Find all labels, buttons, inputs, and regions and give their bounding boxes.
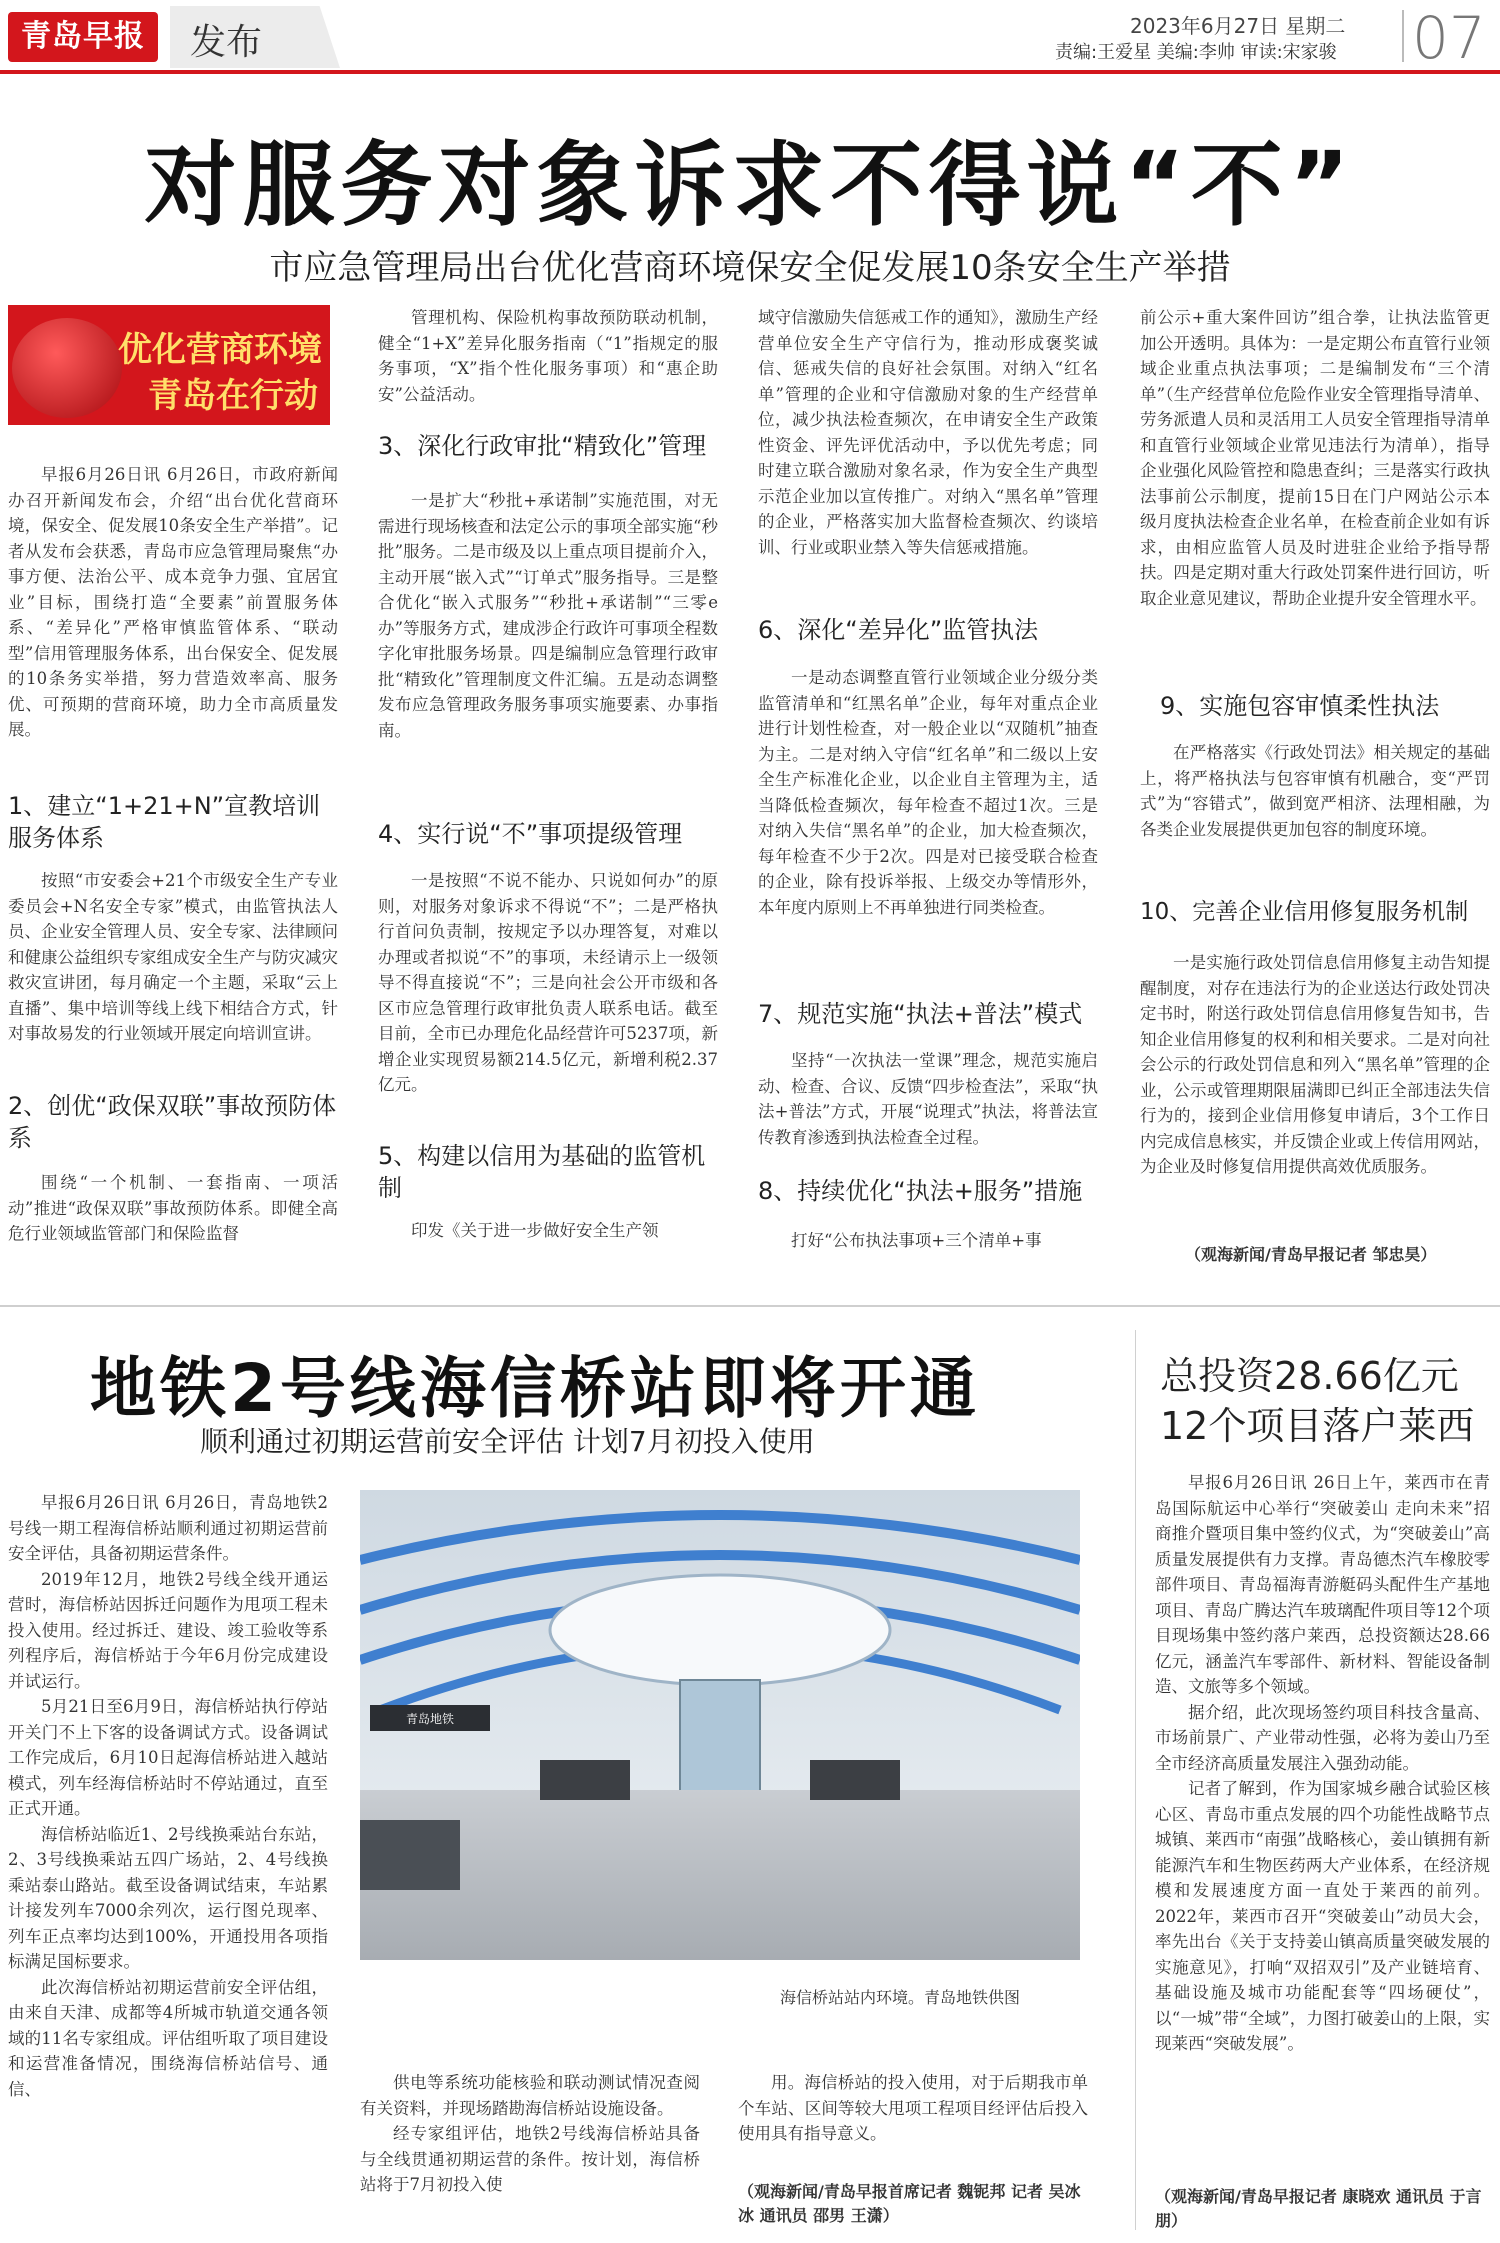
photo-caption: 海信桥站站内环境。青岛地铁供图 (780, 1988, 1021, 2007)
section-heading-7: 7、规范实施“执法+普法”模式 (758, 1000, 1083, 1028)
paragraph: 5月21日至6月9日，海信桥站执行停站开关门不上下客的设备调试方式。设备调试工作完成后，6月10日起海信桥站进入越站模式，列车经海信桥站时不停站通过，直至正式开通。 (8, 1697, 328, 1818)
article1-credit: （观海新闻/青岛早报记者 邹忠昊） (1185, 1245, 1437, 1264)
article3-headline-line2: 12个项目落户莱西 (1160, 1404, 1475, 1448)
newspaper-logo: 青岛早报 (8, 12, 158, 62)
article1-col2-top: 管理机构、保险机构事故预防联动机制，健全“1+X”差异化服务指南（“1”指规定的服务事项，“X”指个性化服务事项）和“惠企助安”公益活动。 (378, 308, 718, 404)
paragraph: 早报6月26日讯 26日上午，莱西市在青岛国际航运中心举行“突破姜山 走向未来”招商推介暨项目集中签约仪式，为“突破姜山”高质量发展提供有力支撑。青岛德杰汽车橡胶零部件项目、青岛福海青游艇码头配件生产基地项目、青岛广腾达汽车玻璃配件项目等12个项目现场集中签约落户莱西，总投资额达28.66亿元，涵盖汽车零部件、新材料、智能设备制造、文旅等多个领域。 (1155, 1473, 1490, 1696)
section-heading-6: 6、深化“差异化”监管执法 (758, 616, 1039, 644)
paragraph: 用。海信桥站的投入使用，对于后期我市单个车站、区间等较大甩项工程项目经评估后投入使用具有指导意义。 (738, 2073, 1088, 2143)
article2-col2 (360, 2070, 700, 2198)
column-separator (1135, 1330, 1136, 2230)
masthead-rule (0, 70, 1500, 74)
station-photo (360, 1490, 1080, 1960)
article2-credit: （观海新闻/青岛早报首席记者 魏铌邦 记者 吴冰冰 通讯员 邵男 王潇） (738, 2182, 1081, 2225)
section-text-10: 一是实施行政处罚信息信用修复主动告知提醒制度，对存在违法行为的企业送达行政处罚决定书时，附送行政处罚信息信用修复告知书，告知企业信用修复的权利和相关要求。二是对向社会公示的行政处罚信息和列入“黑名单”管理的企业，公示或管理期限届满即已纠正全部违法失信行为的，接到企业信用修复申请后，3个工作日内完成信息核实，并反馈企业或上传信用网站，为企业及时修复信用提供高效优质服务。 (1140, 953, 1490, 1176)
paragraph: 供电等系统功能核验和联动测试情况查阅有关资料，并现场踏勘海信桥站设施设备。 (360, 2073, 700, 2118)
section-text-9: 在严格落实《行政处罚法》相关规定的基础上，将严格执法与包容审慎有机融合，变“严罚式”为“容错式”，做到宽严相济、法理相融，为各类企业发展提供更加包容的制度环境。 (1140, 743, 1490, 839)
issue-date: 2023年6月27日 星期二 (1130, 14, 1346, 38)
paragraph: 经专家组评估，地铁2号线海信桥站具备与全线贯通初期运营的条件。按计划，海信桥站将于7月初投入使 (360, 2124, 700, 2194)
article2-col3 (738, 2070, 1088, 2147)
section-heading-4: 4、实行说“不”事项提级管理 (378, 820, 683, 848)
article2-col1 (8, 1490, 328, 2102)
article3-body (1155, 1470, 1490, 2057)
article3-credit: （观海新闻/青岛早报记者 康晓欢 通讯员 于言朋） (1155, 2187, 1482, 2230)
station-photo-illustration (360, 1490, 1080, 1960)
paragraph: 海信桥站临近1、2号线换乘站台东站，2、3号线换乘站五四广场站，2、4号线换乘站泰山路站。截至设备调试结束，车站累计接发列车7000余列次，运行图兑现率、列车正点率均达到100%，开通投用各项指标满足国标要求。 (8, 1824, 328, 1971)
paragraph: 记者了解到，作为国家城乡融合试验区核心区、青岛市重点发展的四个功能性战略节点城镇、莱西市“南强”战略核心，姜山镇拥有新能源汽车和生物医药两大产业体系，在经济规模和发展速度方面一直处于莱西的前列。2022年，莱西市召开“突破姜山”动员大会，率先出台《关于支持姜山镇高质量突破发展的实施意见》，打响“双招双引”及产业链培育、基础设施及城市功能配套等“四场硬仗”，以“一城”带“全域”，力图打破姜山的上限，实现莱西“突破发展”。 (1155, 1779, 1490, 2053)
section-text-2: 围绕“一个机制、一套指南、一项活动”推进“政保双联”事故预防体系。即健全高危行业领域监管部门和保险监督 (8, 1173, 338, 1243)
section-heading-9: 9、实施包容审慎柔性执法 (1160, 692, 1440, 720)
editor-credits: 责编:王爱星 美编:李帅 审读:宋家骏 (1055, 42, 1337, 63)
section-text-8: 打好“公布执法事项+三个清单+事 (791, 1231, 1042, 1250)
section-text-4: 一是按照“不说不能办、只说如何办”的原则，对服务对象诉求不得说“不”；二是严格执行首问负责制，按规定予以办理答复，对难以办理或者拟说“不”的事项，未经请示上一级领导不得直接说“不”；三是向社会公开市级和各区市应急管理行政审批负责人联系电话。截至目前，全市已办理危化品经营许可5237项，新增企业实现贸易额214.5亿元，新增利税2.37亿元。 (378, 871, 718, 1094)
badge-line2: 青岛在行动 (148, 376, 318, 416)
article1-col3-top: 域守信激励失信惩戒工作的通知》，激励生产经营单位安全生产守信行为，推动形成褒奖诚信、惩戒失信的良好社会氛围。对纳入“红名单”管理的企业和守信激励对象的生产经营单位，减少执法检查频次，在申请安全生产政策性资金、评先评优活动中，予以优先考虑；同时建立联合激励对象名录，作为安全生产典型示范企业加以宣传推广。对纳入“黑名单”管理的企业，严格落实加大监督检查频次、约谈培训、行业或职业禁入等失信惩戒措施。 (758, 308, 1098, 557)
section-heading-5: 5、构建以信用为基础的监管机制 (378, 1142, 706, 1202)
section-text-1: 按照“市安委会+21个市级安全生产专业委员会+N名安全专家”模式，由监管执法人员、企业安全管理人员、安全专家、法律顾问和健康公益组织专家组成安全生产与防灾减灾救灾宣讲团，每月确定一个主题，采取“云上直播”、集中培训等线上线下相结合方式，针对事故易发的行业领域开展定向培训宣讲。 (8, 871, 338, 1043)
emblem-icon (12, 318, 122, 418)
article2-headline: 地铁2号线海信桥站即将开通 (90, 1350, 980, 1427)
article1-subheadline: 市应急管理局出台优化营商环境保安全促发展10条安全生产举措 (269, 248, 1231, 288)
section-heading-10: 10、完善企业信用修复服务机制 (1140, 899, 1469, 925)
section-label: 发布 (190, 22, 263, 63)
section-heading-2: 2、创优“政保双联”事故预防体系 (8, 1092, 337, 1152)
paragraph: 此次海信桥站初期运营前安全评估组，由来自天津、成都等4所城市轨道交通各领域的11名专家组成。评估组听取了项目建设和运营准备情况，围绕海信桥站信号、通信、 (8, 1977, 328, 2099)
section-text-3: 一是扩大“秒批+承诺制”实施范围，对无需进行现场核查和法定公示的事项全部实施“秒批”服务。二是市级及以上重点项目提前介入，主动开展“嵌入式”“订单式”服务指导。三是整合优化“嵌入式服务”“秒批+承诺制”“三零e办”等服务方式，建成涉企行政许可事项全程数字化审批服务场景。四是编制应急管理行政审批“精致化”管理制度文件汇编。五是动态调整发布应急管理政务服务事项实施要素、办事指南。 (378, 491, 718, 740)
badge-line1: 优化营商环境 (118, 330, 322, 370)
section-text-7: 坚持“一次执法一堂课”理念，规范实施启动、检查、合议、反馈“四步检查法”，采取“执法+普法”方式，开展“说理式”执法，将普法宣传教育渗透到执法检查全过程。 (758, 1051, 1098, 1147)
masthead-divider (1402, 10, 1404, 62)
paragraph: 早报6月26日讯 6月26日，青岛地铁2号线一期工程海信桥站顺利通过初期运营前安全评估，具备初期运营条件。 (8, 1493, 328, 1563)
section-heading-8: 8、持续优化“执法+服务”措施 (758, 1177, 1083, 1205)
article1-col1-intro: 早报6月26日讯 6月26日，市政府新闻办召开新闻发布会，介绍“出台优化营商环境，保安全、促发展10条安全生产举措”。记者从发布会获悉，青岛市应急管理局聚焦“办事方便、法治公平、成本竞争力强、宜居宜业”目标，围绕打造“全要素”前置服务体系、“差异化”严格审慎监管体系、“联动型”信用管理服务体系，出台保安全、促发展的10条务实举措，努力营造效率高、服务优、可预期的营商环境，助力全市高质量发展。 (8, 465, 338, 739)
section-divider (0, 1305, 1500, 1307)
paragraph: 2019年12月，地铁2号线全线开通运营时，海信桥站因拆迁问题作为甩项工程未投入使用。经过拆迁、建设、竣工验收等系列程序后，海信桥站于今年6月份完成建设并试运行。 (8, 1569, 328, 1691)
section-text-5: 印发《关于进一步做好安全生产领 (411, 1221, 659, 1240)
article2-subheadline: 顺利通过初期运营前安全评估 计划7月初投入使用 (200, 1425, 815, 1458)
section-heading-1: 1、建立“1+21+N”宣教培训服务体系 (8, 792, 321, 852)
paragraph: 据介绍，此次现场签约项目科技含量高、市场前景广、产业带动性强，必将为姜山乃至全市经济高质量发展注入强劲动能。 (1155, 1702, 1490, 1773)
article1-headline: 对服务对象诉求不得说“不” (144, 132, 1356, 239)
page-number: 07 (1412, 4, 1486, 72)
section-heading-3: 3、深化行政审批“精致化”管理 (378, 432, 707, 460)
section-text-6: 一是动态调整直管行业领域企业分级分类监管清单和“红黑名单”企业，每年对重点企业进行计划性检查，对一般企业以“双随机”抽查为主。二是对纳入守信“红名单”和二级以上安全生产标准化企业，以企业自主管理为主，适当降低检查频次，每年检查不超过1次。三是对纳入失信“黑名单”的企业，加大检查频次，每年检查不少于2次。四是对已接受联合检查的企业，除有投诉举报、上级交办等情形外，本年度内原则上不再单独进行同类检查。 (758, 668, 1098, 917)
photo-sign-text: 青岛地铁 (405, 1712, 455, 1726)
article3-headline-line1: 总投资28.66亿元 (1160, 1354, 1459, 1398)
article1-col4-top: 前公示+重大案件回访”组合拳，让执法监管更加公开透明。具体为：一是定期公布直管行业领域企业重点执法事项；二是编制发布“三个清单”（生产经营单位危险作业安全管理指导清单、劳务派遣人员和灵活用工人员安全管理指导清单和直管行业领域企业常见违法行为清单），指导企业强化风险管控和隐患查纠；三是落实行政执法事前公示制度，提前15日在门户网站公示本级月度执法检查企业名单，在检查前企业如有诉求，由相应监管人员及时进驻企业给予指导帮扶。四是定期对重大行政处罚案件进行回访，听取企业意见建议，帮助企业提升安全管理水平。 (1140, 308, 1490, 608)
